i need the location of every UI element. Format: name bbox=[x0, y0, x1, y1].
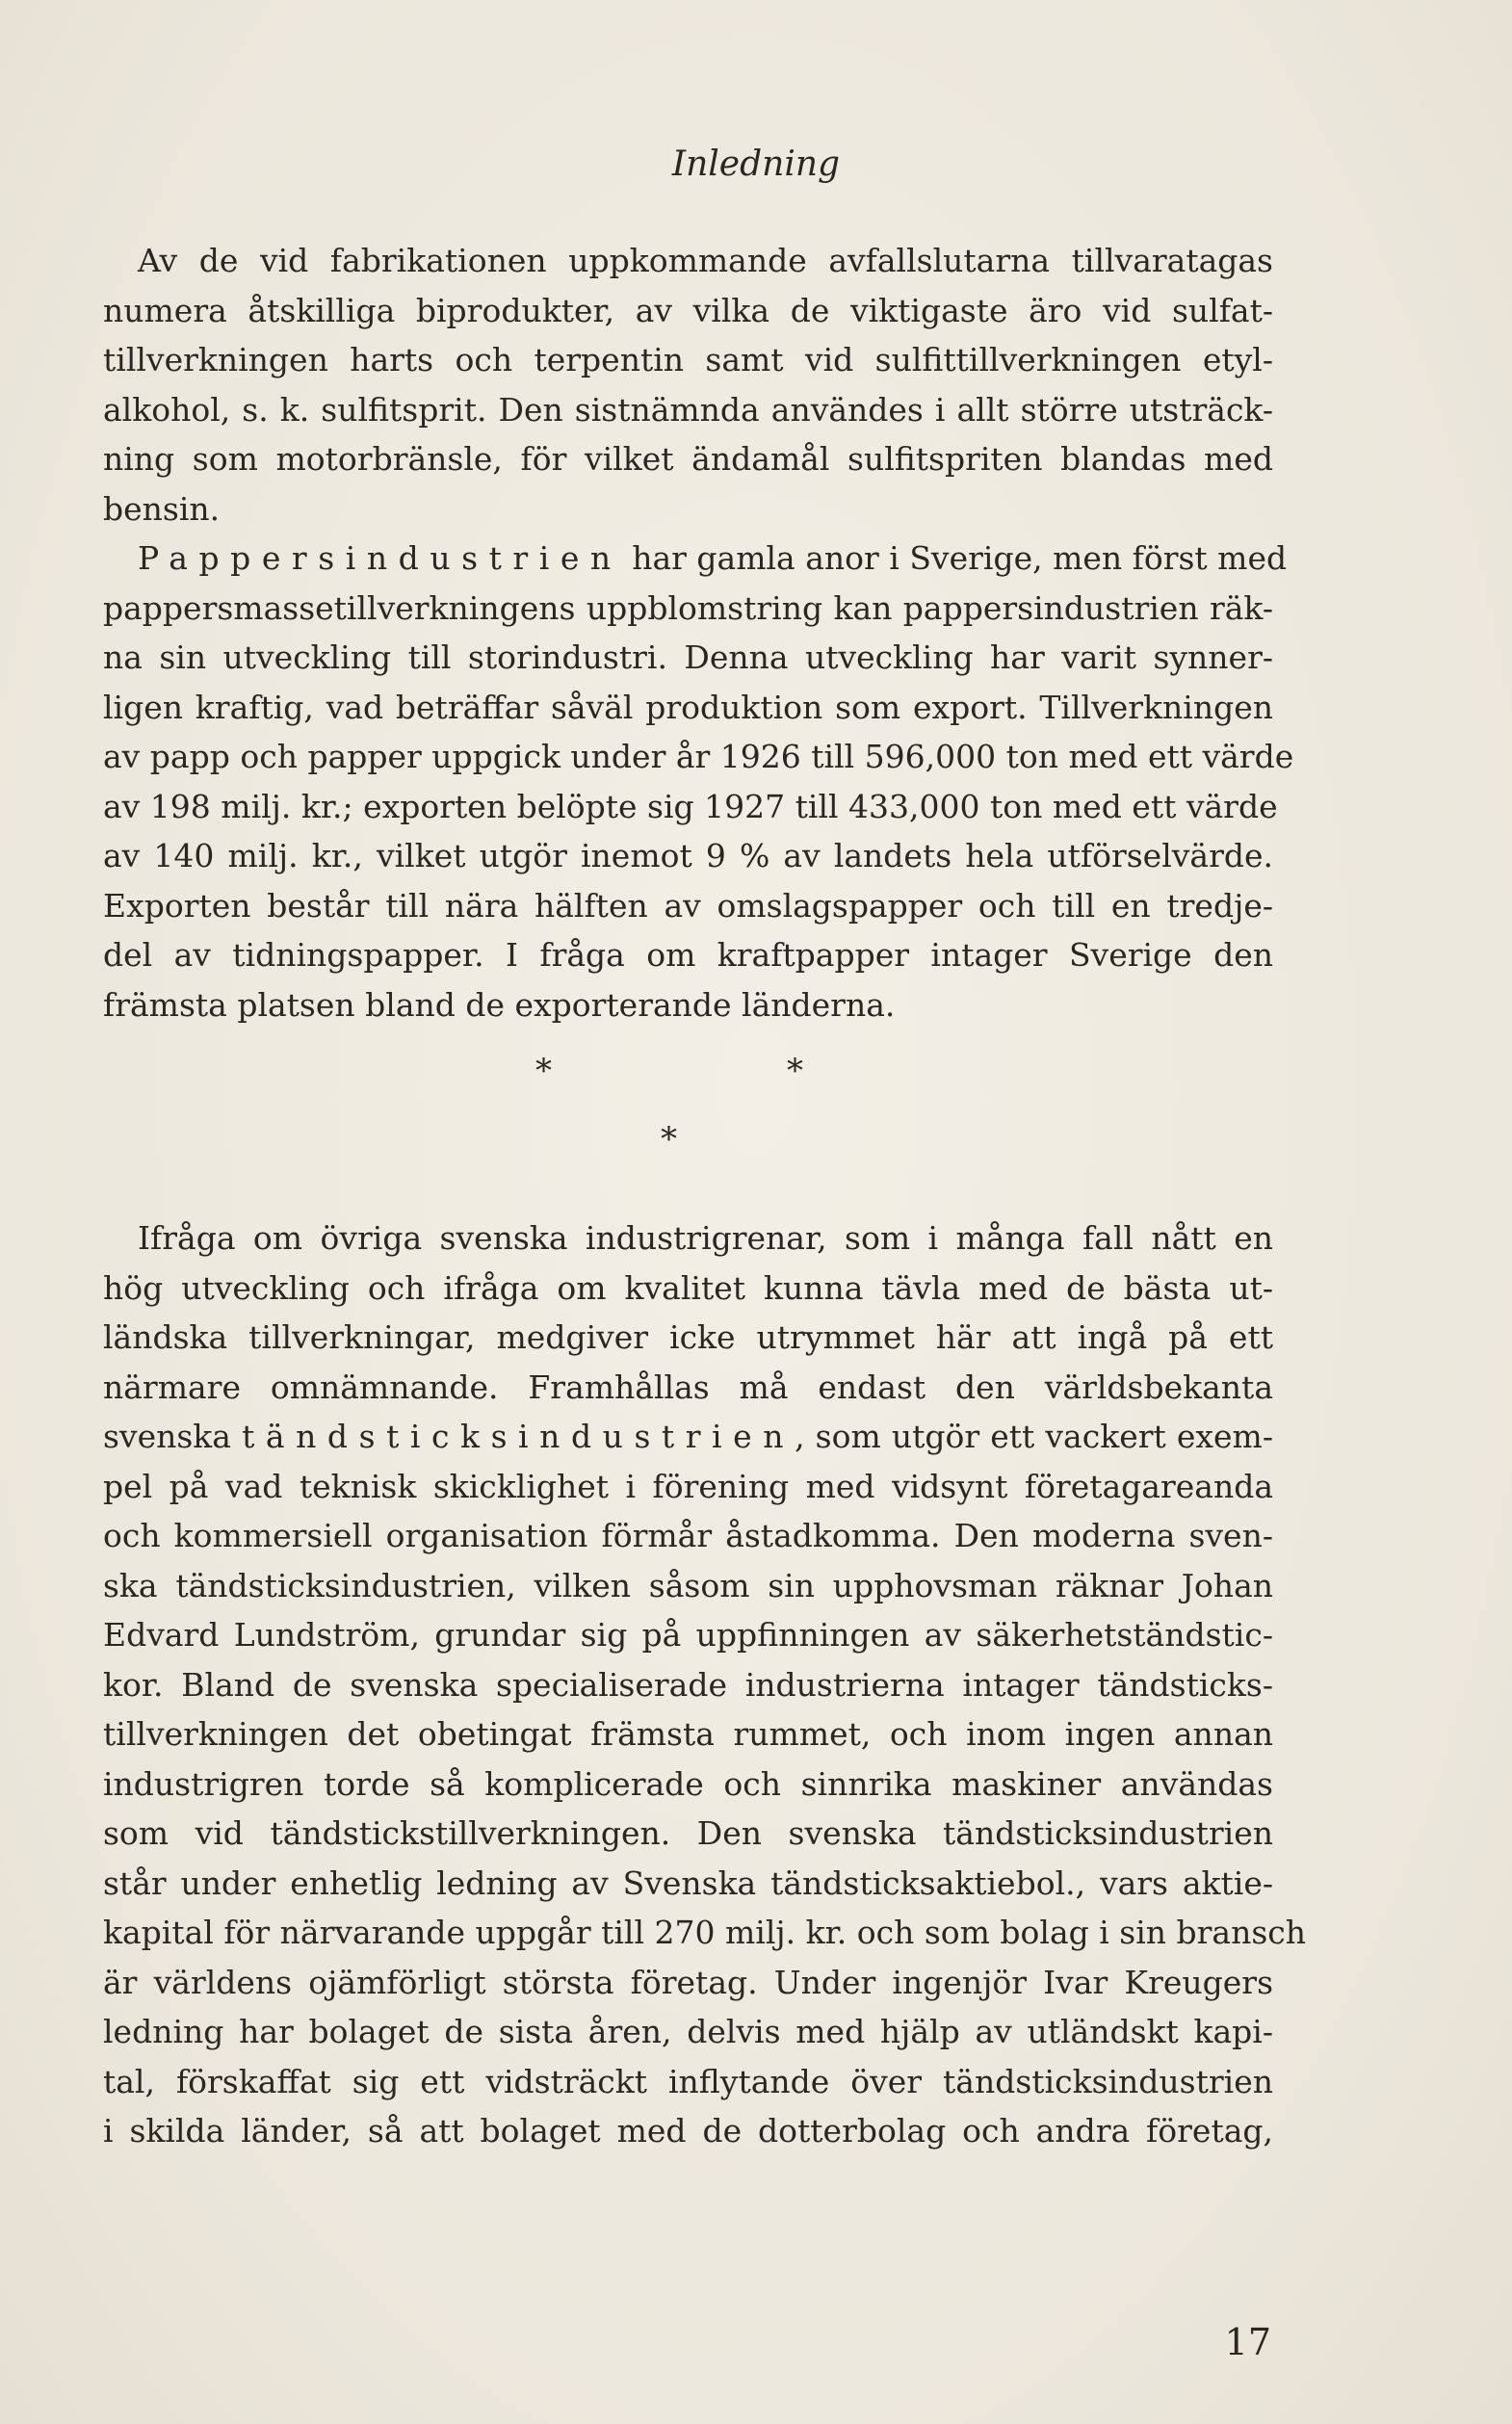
text-line: av papp och papper uppgick under år 1926 till 596,000 ton med ett värde bbox=[103, 738, 1294, 775]
text-line: pappersmassetillverkningens uppblomstring kan pappersindustrien räk- bbox=[103, 588, 1273, 627]
text-line: närmare omnämnande. Framhållas må endast den världsbekanta bbox=[103, 1368, 1273, 1406]
running-header: Inledning bbox=[671, 144, 841, 184]
paragraph-1 bbox=[103, 236, 1273, 534]
text-line: alkohol, s. k. sulfitsprit. Den sistnämnda användes i allt större utsträck- bbox=[103, 390, 1273, 429]
text-fragment: har gamla anor i Sverige, men först med bbox=[621, 539, 1288, 577]
text-line: del av tidningspapper. I fråga om kraftpapper intager Sverige den bbox=[103, 936, 1273, 974]
text-line: ligen kraftig, vad beträffar såväl produktion som export. Tillverkningen bbox=[103, 688, 1273, 726]
text-line: ländska tillverkningar, medgiver icke utrymmet här att ingå på ett bbox=[103, 1318, 1273, 1356]
text-line: ledning har bolaget de sista åren, delvis med hjälp av utländskt kapi- bbox=[103, 2013, 1273, 2050]
text-line: kapital för närvarande uppgår till 270 milj. kr. och som bolag i sin bransch bbox=[103, 1914, 1307, 1951]
text-line: na sin utveckling till storindustri. Denna utveckling har varit synner- bbox=[103, 639, 1273, 676]
text-line: hög utveckling och ifråga om kvalitet kunna tävla med de bästa ut- bbox=[103, 1268, 1273, 1307]
spaced-keyword: tändsticksindustrien bbox=[242, 1418, 795, 1455]
text-line: står under enhetlig ledning av Svenska tändsticksaktiebol., vars aktie- bbox=[103, 1864, 1273, 1902]
spaced-keyword: Pappersindustrien bbox=[138, 539, 622, 577]
text-fragment: svenska bbox=[103, 1418, 243, 1455]
text-line bbox=[103, 534, 1288, 584]
paragraph-2 bbox=[103, 534, 1294, 1030]
separator-asterisk: * bbox=[787, 1052, 803, 1090]
text-line: Exporten består till nära hälften av omslagspapper och till en tredje- bbox=[103, 886, 1273, 925]
text-line: ning som motorbränsle, för vilket ändamål sulfitspriten blandas med bbox=[103, 440, 1273, 478]
separator-asterisk: * bbox=[535, 1052, 552, 1090]
text-line: främsta platsen bland de exporterande länderna. bbox=[103, 985, 896, 1024]
separator-asterisk: * bbox=[661, 1120, 677, 1159]
text-line: Av de vid fabrikationen uppkommande avfallslutarna tillvaratagas bbox=[138, 242, 1273, 279]
text-line: numera åtskilliga biprodukter, av vilka de viktigaste äro vid sulfat- bbox=[103, 291, 1273, 329]
text-line: Ifråga om övriga svenska industrigrenar, som i många fall nått en bbox=[138, 1219, 1273, 1257]
text-line: kor. Bland de svenska specialiserade industrierna intager tändsticks- bbox=[103, 1665, 1273, 1704]
text-line: i skilda länder, så att bolaget med de dotterbolag och andra företag, bbox=[103, 2112, 1273, 2150]
text-line: bensin. bbox=[103, 489, 221, 528]
text-fragment: , som utgör ett vackert exem- bbox=[795, 1418, 1273, 1455]
text-line: tal, förskaffat sig ett vidsträckt inflytande över tändsticksindustrien bbox=[103, 2062, 1273, 2100]
text-line: av 140 milj. kr., vilket utgör inemot 9 % av landets hela utförselvärde. bbox=[103, 837, 1273, 874]
text-line: av 198 milj. kr.; exporten belöpte sig 1927 till 433,000 ton med ett värde bbox=[103, 787, 1278, 825]
paragraph-3 bbox=[103, 1213, 1307, 2156]
text-line: ska tändsticksindustrien, vilken såsom sin upphovsman räknar Johan bbox=[103, 1566, 1273, 1604]
text-line: Edvard Lundström, grundar sig på uppfinningen av säkerhetständstic- bbox=[103, 1616, 1273, 1654]
text-line: tillverkningen det obetingat främsta rummet, och inom ingen annan bbox=[103, 1715, 1273, 1753]
text-line: är världens ojämförligt största företag. Under ingenjör Ivar Kreugers bbox=[103, 1963, 1273, 2001]
text-line bbox=[103, 1412, 1273, 1462]
page-number: 17 bbox=[1224, 2321, 1271, 2363]
text-line: industrigren torde så komplicerade och sinnrika maskiner användas bbox=[103, 1764, 1273, 1803]
text-line: tillverkningen harts och terpentin samt vid sulfittillverkningen etyl- bbox=[103, 341, 1273, 378]
text-line: pel på vad teknisk skicklighet i förening med vidsynt företagareanda bbox=[103, 1467, 1273, 1505]
text-line: som vid tändstickstillverkningen. Den svenska tändsticksindustrien bbox=[103, 1814, 1273, 1852]
text-line: och kommersiell organisation förmår åstadkomma. Den moderna sven- bbox=[103, 1517, 1273, 1554]
